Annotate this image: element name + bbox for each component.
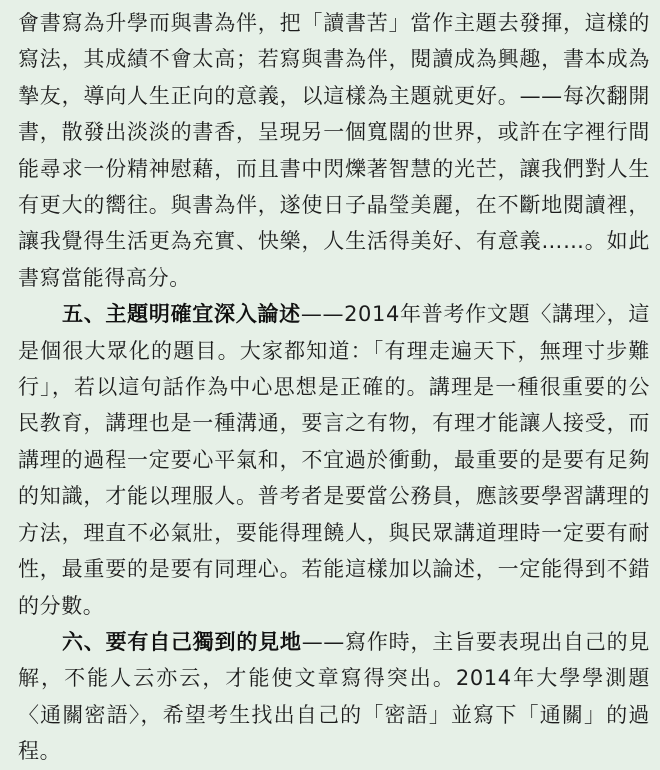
paragraph-section-five [18,296,650,624]
paragraph-section-six [18,624,650,770]
section-heading-six: 六、要有自己獨到的見地 [62,629,302,654]
paragraph-body: 會書寫為升學而與書為伴，把「讀書苦」當作主題去發揮，這樣的寫法，其成績不會太高；若寫與書為伴，閱讀成為興趣，書本成為摯友，導向人生正向的意義，以這樣為主題就更好。——每次翻開書，散發出淡淡的書香，呈現另一個寬闊的世界，或許在字裡行間能尋求一份精神慰藉，而且書中閃爍著智慧的光芒，讓我們對人生有更大的嚮往。與書為伴，遂使日子晶瑩美麗，在不斷地閱讀裡，讓我覺得生活更為充實、快樂，人生活得美好、有意義……。如此書寫當能得高分。 [18,11,650,290]
paragraph-body: ——寫作時，主旨要表現出自己的見解，不能人云亦云，才能使文章寫得突出。2014年大學學測題〈通關密語〉，希望考生找出自己的「密語」並寫下「通關」的過程。 [18,629,650,764]
paragraph-body: ——2014年普考作文題〈講理〉，這是個很大眾化的題目。大家都知道：「有理走遍天下，無理寸步難行」，若以這句話作為中心思想是正確的。講理是一種很重要的公民教育，講理也是一種溝通，要言之有物，有理才能讓人接受，而講理的過程一定要心平氣和，不宜過於衝動，最重要的是要有足夠的知識，才能以理服人。普考者是要當公務員，應該要學習講理的方法，理直不必氣壯，要能得理饒人，與民眾講道理時一定要有耐性，最重要的是要有同理心。若能這樣加以論述，一定能得到不錯的分數。 [18,302,650,618]
section-heading-five: 五、主題明確宜深入論述 [62,302,301,327]
paragraph-book-companion [18,5,650,296]
